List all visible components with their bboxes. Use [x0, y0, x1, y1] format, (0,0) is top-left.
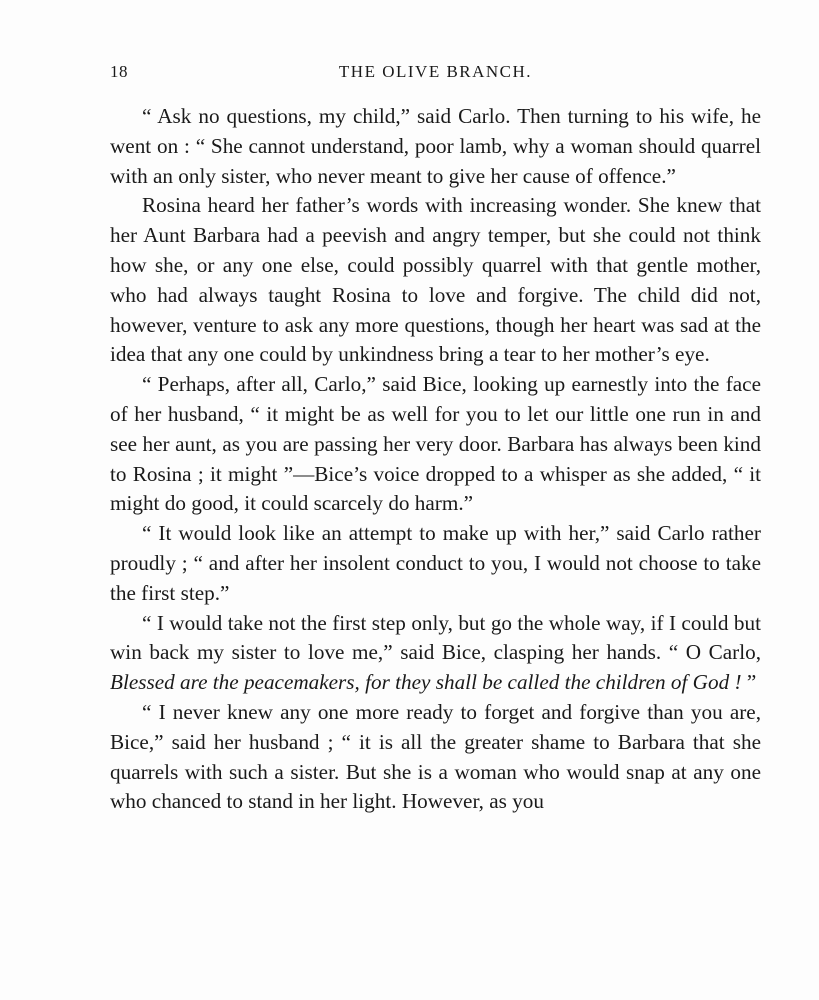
paragraph-2: Rosina heard her father’s words with increasing wonder. She knew that her Aunt Barbara had a peevish and angry temper, but she could not think how she, or any one else, could possibly quarrel with that gentle mother, who had always taught Rosina to love and forgive. The child did not, however, venture to ask any more questions, though her heart was sad at the idea that any one could by unkindness bring a tear to her mother’s eye. — [110, 193, 761, 367]
running-title: THE OLIVE BRANCH. — [338, 62, 533, 81]
paragraph-1: “ Ask no questions, my child,” said Carlo. Then turning to his wife, he went on : “ She cannot understand, poor lamb, why a woman should quarrel with an only sister, who never meant to give her cause of offence.” — [110, 104, 761, 188]
page-number: 18 — [110, 62, 128, 81]
paragraph-3: “ Perhaps, after all, Carlo,” said Bice, looking up earnestly into the face of her husband, “ it might be as well for you to let our little one run in and see her aunt, as you are passing her very door. Barbara has always been kind to Rosina ; it might ”—Bice’s voice dropped to a whisper as she added, “ it might do good, it could scarcely do harm.” — [110, 372, 761, 516]
page-header — [110, 62, 761, 86]
paragraph-6: “ I never knew any one more ready to forget and forgive than you are, Bice,” said her husband ; “ it is all the greater shame to Barbara that she quarrels with such a sister. But she is a woman who would snap at any one who chanced to stand in her light. However, as you — [110, 699, 761, 814]
paragraph-5-text: “ I would take not the first step only, but go the whole way, if I could but win back my sister to love me,” said Bice, clasping her hands. “ O Carlo, — [110, 610, 761, 665]
paragraph-4: “ It would look like an attempt to make up with her,” said Carlo rather proudly ; “ and after her insolent conduct to you, I would not choose to take the first step.” — [110, 521, 761, 605]
paragraph-5 — [110, 609, 761, 698]
scripture-quote: Blessed are the peacemakers, for they shall be called the children of God ! — [110, 670, 742, 695]
body-text — [110, 102, 761, 817]
paragraph-5-closing: ” — [741, 670, 757, 695]
